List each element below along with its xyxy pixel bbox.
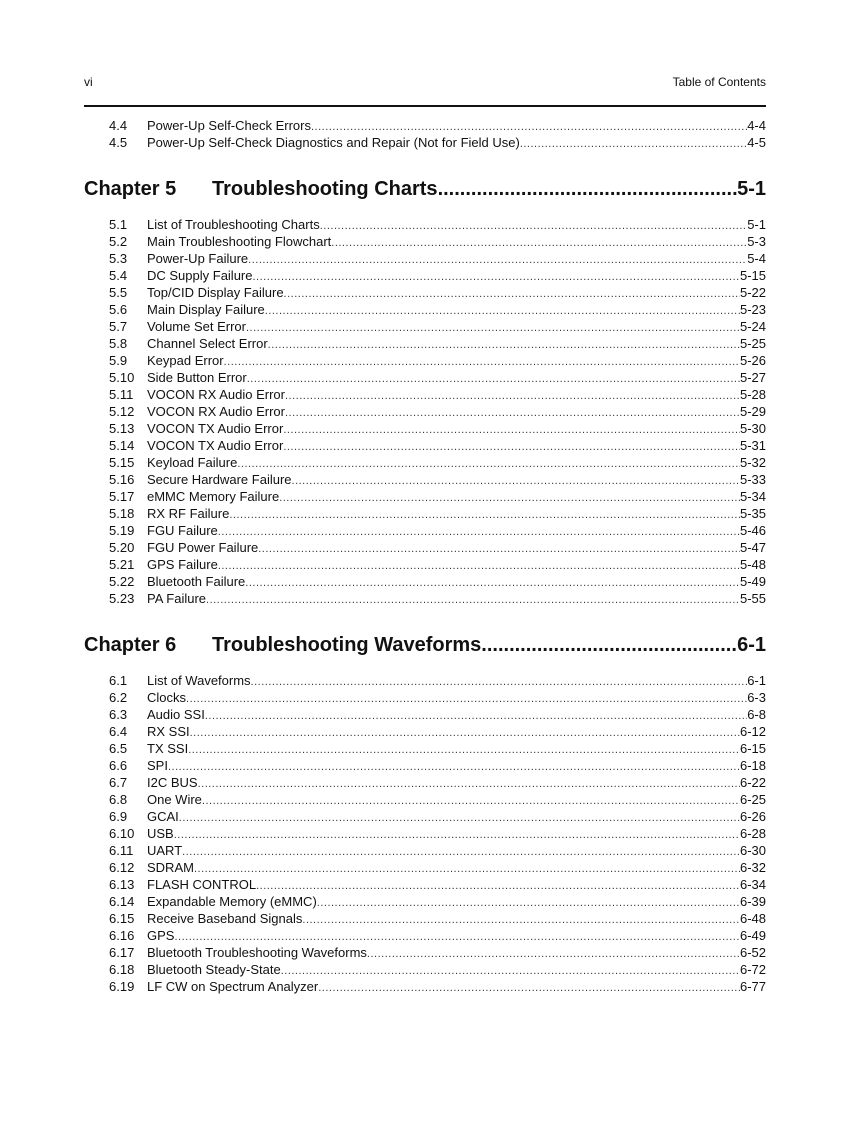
entry-page: 5-23 <box>739 302 766 317</box>
entry-title: List of Waveforms <box>147 673 251 688</box>
dot-leader <box>205 708 747 725</box>
toc-entry[interactable] <box>84 284 766 301</box>
entry-page: 5-25 <box>739 336 766 351</box>
toc-entry[interactable] <box>84 352 766 369</box>
entry-number: 5.21 <box>109 557 135 572</box>
chapter-label: Chapter 6 <box>84 634 177 656</box>
dot-leader <box>285 388 740 405</box>
entry-number: 5.17 <box>109 489 135 504</box>
entry-number: 5.13 <box>109 421 135 436</box>
entry-number: 5.2 <box>109 234 128 249</box>
entry-page: 6-26 <box>739 809 766 824</box>
dot-leader <box>246 320 740 337</box>
toc-entry[interactable] <box>84 961 766 978</box>
dot-leader <box>285 405 740 422</box>
entry-page: 5-47 <box>739 540 766 555</box>
toc-entry[interactable] <box>84 369 766 386</box>
toc-entry[interactable] <box>84 944 766 961</box>
toc-entry[interactable] <box>84 420 766 437</box>
dot-leader <box>520 136 747 153</box>
dot-leader <box>268 337 740 354</box>
dot-leader <box>367 946 740 963</box>
entry-title: Secure Hardware Failure <box>147 472 292 487</box>
toc-entry[interactable] <box>84 876 766 893</box>
dot-leader <box>256 878 740 895</box>
entry-title: Audio SSI <box>147 707 205 722</box>
entry-title: GPS Failure <box>147 557 218 572</box>
entry-page: 5-26 <box>739 353 766 368</box>
entry-page: 5-27 <box>739 370 766 385</box>
entry-number: 5.5 <box>109 285 128 300</box>
entry-number: 6.11 <box>109 843 134 858</box>
entry-number: 5.15 <box>109 455 135 470</box>
entry-page: 5-22 <box>739 285 766 300</box>
entry-title: UART <box>147 843 183 858</box>
entry-title: Main Troubleshooting Flowchart <box>147 234 332 249</box>
entry-title: DC Supply Failure <box>147 268 253 283</box>
entry-title: Side Button Error <box>147 370 247 385</box>
entry-page: 6-30 <box>739 843 766 858</box>
chapter-page: 6-1 <box>737 634 766 656</box>
entry-page: 6-8 <box>747 707 766 722</box>
toc-entry[interactable] <box>84 301 766 318</box>
dot-leader <box>438 177 738 201</box>
entry-title: Keypad Error <box>147 353 224 368</box>
dot-leader <box>281 963 740 980</box>
entry-page: 6-34 <box>739 877 766 892</box>
dot-leader <box>229 507 740 524</box>
entry-number: 5.1 <box>109 217 128 232</box>
toc-chapter-5 <box>84 177 766 607</box>
entry-title: Top/CID Display Failure <box>147 285 284 300</box>
dot-leader <box>218 558 740 575</box>
entry-title: Bluetooth Troubleshooting Waveforms <box>147 945 367 960</box>
entry-number: 5.20 <box>109 540 135 555</box>
chapter-label: Chapter 5 <box>84 178 177 200</box>
toc-entry[interactable] <box>84 774 766 791</box>
entry-title: eMMC Memory Failure <box>147 489 280 504</box>
entry-page: 6-77 <box>739 979 766 994</box>
entry-title: Expandable Memory (eMMC) <box>147 894 317 909</box>
entry-page: 6-15 <box>739 741 766 756</box>
entry-title: VOCON TX Audio Error <box>147 421 284 436</box>
dot-leader <box>245 575 740 592</box>
toc-section-4-entries <box>84 117 766 151</box>
entry-number: 6.6 <box>109 758 128 773</box>
dot-leader <box>318 980 740 997</box>
dot-leader <box>247 371 740 388</box>
entry-title: VOCON RX Audio Error <box>147 387 285 402</box>
entry-page: 5-24 <box>739 319 766 334</box>
dot-leader <box>194 861 740 878</box>
entry-number: 6.15 <box>109 911 135 926</box>
entry-page: 5-4 <box>747 251 766 266</box>
toc-entry[interactable] <box>84 318 766 335</box>
entry-number: 5.9 <box>109 353 128 368</box>
entry-number: 6.2 <box>109 690 128 705</box>
toc-entry[interactable] <box>84 927 766 944</box>
entry-title: Main Display Failure <box>147 302 265 317</box>
dot-leader <box>182 844 740 861</box>
entry-number: 6.10 <box>109 826 135 841</box>
entry-number: 5.8 <box>109 336 128 351</box>
entry-title: Power-Up Self-Check Diagnostics and Repair (Not for Field Use) <box>147 135 520 150</box>
dot-leader <box>248 252 747 269</box>
entry-page: 5-46 <box>739 523 766 538</box>
page-number: vi <box>84 75 93 89</box>
entry-page: 6-18 <box>739 758 766 773</box>
entry-page: 5-1 <box>747 217 766 232</box>
entry-number: 5.3 <box>109 251 128 266</box>
toc-entry[interactable] <box>84 471 766 488</box>
entry-number: 5.16 <box>109 472 135 487</box>
entry-title: VOCON TX Audio Error <box>147 438 284 453</box>
entry-number: 5.23 <box>109 591 135 606</box>
entry-page: 5-33 <box>739 472 766 487</box>
entry-number: 5.14 <box>109 438 135 453</box>
dot-leader <box>292 473 740 490</box>
toc-entry[interactable] <box>84 859 766 876</box>
dot-leader <box>224 354 740 371</box>
entry-page: 5-34 <box>739 489 766 504</box>
chapter-page: 5-1 <box>737 178 766 200</box>
entry-page: 5-28 <box>739 387 766 402</box>
entry-number: 4.5 <box>109 135 128 150</box>
entry-title: LF CW on Spectrum Analyzer <box>147 979 319 994</box>
entry-title: VOCON RX Audio Error <box>147 404 285 419</box>
dot-leader <box>258 541 740 558</box>
toc-entry[interactable] <box>84 556 766 573</box>
entry-title: Channel Select Error <box>147 336 268 351</box>
chapter-title: Troubleshooting Waveforms <box>212 634 482 656</box>
toc-entry[interactable] <box>84 723 766 740</box>
dot-leader <box>218 524 740 541</box>
entry-title: Bluetooth Failure <box>147 574 246 589</box>
dot-leader <box>188 742 740 759</box>
entry-number: 5.12 <box>109 404 135 419</box>
entry-page: 5-30 <box>739 421 766 436</box>
entry-number: 6.8 <box>109 792 128 807</box>
entry-number: 5.18 <box>109 506 135 521</box>
entry-title: RX SSI <box>147 724 190 739</box>
dot-leader <box>320 218 747 235</box>
toc-entry[interactable] <box>84 454 766 471</box>
entry-title: SDRAM <box>147 860 194 875</box>
entry-page: 4-5 <box>747 135 766 150</box>
toc-entry[interactable] <box>84 842 766 859</box>
toc-entry[interactable] <box>84 437 766 454</box>
entry-number: 5.11 <box>109 387 134 402</box>
toc-entry[interactable] <box>84 689 766 706</box>
toc-chapter-6 <box>84 633 766 995</box>
entry-page: 5-49 <box>739 574 766 589</box>
chapter-heading[interactable] <box>84 633 766 657</box>
entry-number: 6.18 <box>109 962 135 977</box>
toc-entry[interactable] <box>84 250 766 267</box>
entry-title: USB <box>147 826 174 841</box>
entry-title: Power-Up Failure <box>147 251 249 266</box>
entry-title: TX SSI <box>147 741 189 756</box>
toc-entry[interactable] <box>84 825 766 842</box>
running-header-title: Table of Contents <box>672 75 766 89</box>
dot-leader <box>206 592 740 609</box>
toc-entry[interactable] <box>84 590 766 607</box>
entry-number: 6.17 <box>109 945 135 960</box>
entry-number: 6.4 <box>109 724 128 739</box>
toc-entry[interactable] <box>84 233 766 250</box>
entry-page: 6-49 <box>739 928 766 943</box>
dot-leader <box>317 895 740 912</box>
toc-entry[interactable] <box>84 893 766 910</box>
entry-number: 5.19 <box>109 523 135 538</box>
entry-page: 6-32 <box>739 860 766 875</box>
entry-page: 5-32 <box>739 455 766 470</box>
entry-number: 6.12 <box>109 860 135 875</box>
entry-page: 5-35 <box>739 506 766 521</box>
dot-leader <box>168 759 740 776</box>
dot-leader <box>331 235 747 252</box>
dot-leader <box>174 827 740 844</box>
toc-entry[interactable] <box>84 522 766 539</box>
entry-title: GCAI <box>147 809 179 824</box>
entry-page: 6-52 <box>739 945 766 960</box>
entry-title: SPI <box>147 758 168 773</box>
dot-leader <box>302 912 740 929</box>
toc-entry[interactable] <box>84 488 766 505</box>
entry-page: 6-1 <box>747 673 766 688</box>
entry-number: 6.7 <box>109 775 128 790</box>
dot-leader <box>279 490 740 507</box>
entry-number: 6.14 <box>109 894 135 909</box>
entry-title: Power-Up Self-Check Errors <box>147 118 311 133</box>
dot-leader <box>237 456 740 473</box>
dot-leader <box>481 633 737 657</box>
dot-leader <box>265 303 740 320</box>
entry-title: I2C BUS <box>147 775 198 790</box>
toc-entry[interactable] <box>84 672 766 689</box>
toc-entry[interactable] <box>84 740 766 757</box>
entry-title: Clocks <box>147 690 187 705</box>
entry-number: 6.1 <box>109 673 128 688</box>
entry-title: Volume Set Error <box>147 319 246 334</box>
entry-page: 6-28 <box>739 826 766 841</box>
entry-number: 5.4 <box>109 268 128 283</box>
toc-entry[interactable] <box>84 573 766 590</box>
dot-leader <box>283 439 740 456</box>
dot-leader <box>253 269 740 286</box>
entry-page: 5-31 <box>739 438 766 453</box>
toc-entry[interactable] <box>84 808 766 825</box>
entry-title: One Wire <box>147 792 202 807</box>
toc-entry[interactable] <box>84 539 766 556</box>
dot-leader <box>190 725 740 742</box>
entry-title: FGU Failure <box>147 523 218 538</box>
header-rule <box>84 105 766 107</box>
toc-entry[interactable] <box>84 134 766 151</box>
entry-page: 6-72 <box>739 962 766 977</box>
entry-title: FGU Power Failure <box>147 540 259 555</box>
entry-title: RX RF Failure <box>147 506 230 521</box>
toc-entry[interactable] <box>84 117 766 134</box>
entry-page: 6-25 <box>739 792 766 807</box>
entry-page: 6-39 <box>739 894 766 909</box>
entry-page: 6-48 <box>739 911 766 926</box>
entry-number: 6.16 <box>109 928 135 943</box>
toc-entry[interactable] <box>84 757 766 774</box>
toc-entry[interactable] <box>84 978 766 995</box>
toc-entry[interactable] <box>84 910 766 927</box>
entry-number: 5.22 <box>109 574 135 589</box>
dot-leader <box>284 286 740 303</box>
entry-number: 6.5 <box>109 741 128 756</box>
entry-number: 4.4 <box>109 118 128 133</box>
entry-number: 5.7 <box>109 319 128 334</box>
entry-page: 5-29 <box>739 404 766 419</box>
entry-number: 6.13 <box>109 877 135 892</box>
entry-number: 5.6 <box>109 302 128 317</box>
entry-page: 4-4 <box>747 118 766 133</box>
entry-title: GPS <box>147 928 175 943</box>
chapter-heading[interactable] <box>84 177 766 201</box>
entry-number: 5.10 <box>109 370 135 385</box>
toc-entry[interactable] <box>84 706 766 723</box>
entry-title: Receive Baseband Signals <box>147 911 303 926</box>
entry-title: FLASH CONTROL <box>147 877 257 892</box>
entry-page: 5-3 <box>747 234 766 249</box>
entry-page: 5-55 <box>739 591 766 606</box>
dot-leader <box>202 793 740 810</box>
toc-entry[interactable] <box>84 216 766 233</box>
entry-title: PA Failure <box>147 591 207 606</box>
dot-leader <box>186 691 747 708</box>
toc-entry[interactable] <box>84 505 766 522</box>
entry-page: 5-48 <box>739 557 766 572</box>
entry-title: Bluetooth Steady-State <box>147 962 281 977</box>
entry-page: 5-15 <box>739 268 766 283</box>
toc-entry[interactable] <box>84 386 766 403</box>
toc-entry[interactable] <box>84 791 766 808</box>
chapter-title: Troubleshooting Charts <box>212 178 438 200</box>
entry-number: 6.3 <box>109 707 128 722</box>
toc-entry[interactable] <box>84 335 766 352</box>
entry-title: Keyload Failure <box>147 455 238 470</box>
entry-page: 6-3 <box>747 690 766 705</box>
entry-number: 6.9 <box>109 809 128 824</box>
toc-entry[interactable] <box>84 267 766 284</box>
dot-leader <box>179 810 740 827</box>
entry-page: 6-12 <box>739 724 766 739</box>
toc-entry[interactable] <box>84 403 766 420</box>
entry-number: 6.19 <box>109 979 135 994</box>
dot-leader <box>198 776 740 793</box>
dot-leader <box>283 422 740 439</box>
entry-title: List of Troubleshooting Charts <box>147 217 320 232</box>
dot-leader <box>251 674 748 691</box>
entry-page: 6-22 <box>739 775 766 790</box>
